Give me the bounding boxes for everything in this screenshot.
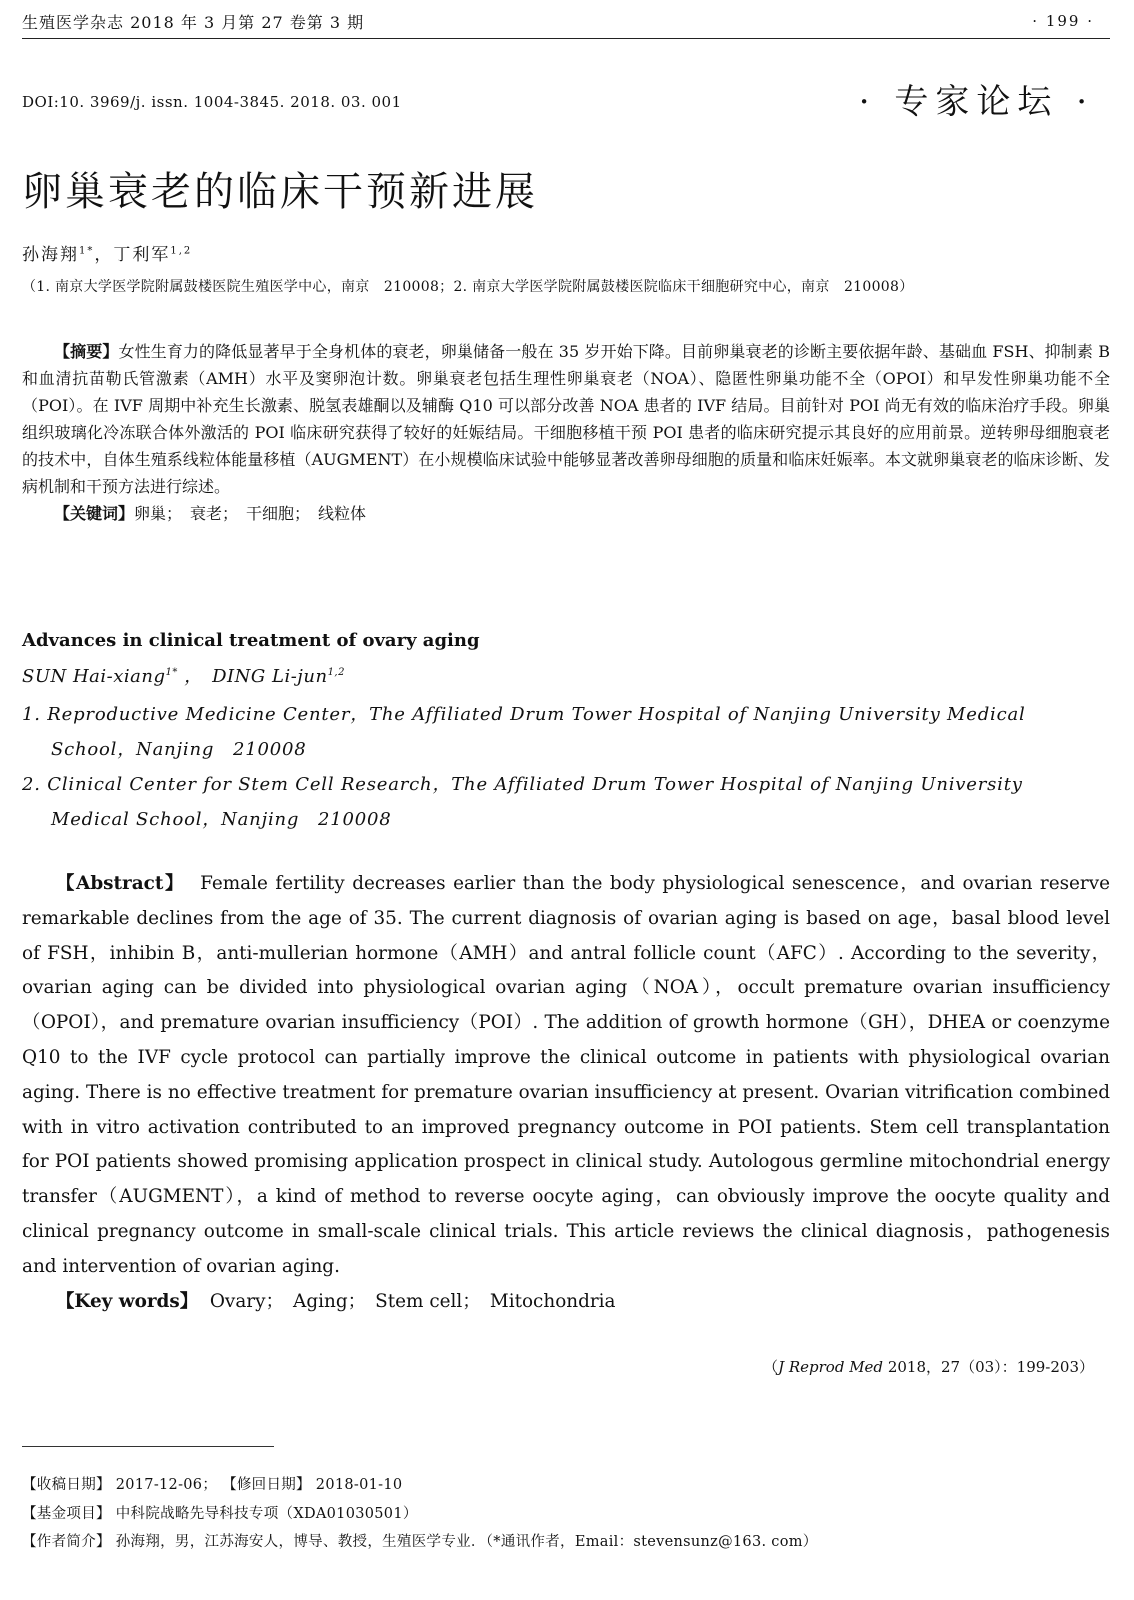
footnote-author xyxy=(22,1528,818,1557)
keywords-text: Ovary； Aging； Stem cell； Mitochondria xyxy=(209,1290,616,1312)
title-english: Advances in clinical treatment of ovary aging xyxy=(22,630,480,651)
author-superscript: 1,2 xyxy=(170,245,193,257)
author-separator: ， xyxy=(177,666,213,687)
fund-label: 【基金项目】 xyxy=(22,1505,111,1522)
received-date: 2017-12-06； xyxy=(115,1477,218,1493)
header-divider xyxy=(22,38,1110,39)
title-chinese: 卵巢衰老的临床干预新进展 xyxy=(22,169,538,215)
citation xyxy=(763,1356,1094,1377)
abstract-label: 【Abstract】 xyxy=(56,873,186,894)
author-superscript: 1* xyxy=(79,245,95,257)
abstract-label: 【摘要】 xyxy=(54,342,119,361)
citation-details: 2018，27（03）：199-203） xyxy=(887,1358,1094,1376)
author-name: 孙海翔 xyxy=(22,245,79,265)
affiliation-line: 2. Clinical Center for Stem Cell Research，The Affiliated Drum Tower Hospital of Nanjing University xyxy=(22,774,1023,795)
column-tag: · 专家论坛 · xyxy=(858,82,1094,122)
abstract-english xyxy=(22,867,1110,1319)
revised-label: 【修回日期】 xyxy=(222,1477,311,1493)
footnotes xyxy=(22,1471,818,1557)
keywords-label: 【Key words】 xyxy=(56,1290,199,1312)
author-name: SUN Hai-xiang xyxy=(22,666,166,687)
citation-open: （ xyxy=(763,1358,779,1376)
footnote-dates xyxy=(22,1471,818,1500)
abstract-chinese xyxy=(22,338,1110,527)
author-superscript: 1* xyxy=(165,667,178,678)
footnote-fund xyxy=(22,1500,818,1529)
affiliation-line: Medical School，Nanjing 210008 xyxy=(51,809,392,830)
author-bio-label: 【作者简介】 xyxy=(22,1534,111,1550)
author-separator: ， xyxy=(94,245,114,265)
fund-text: 中科院战略先导科技专项（XDA01030501） xyxy=(115,1505,418,1522)
affiliation-line: 1. Reproductive Medicine Center，The Affiliated Drum Tower Hospital of Nanjing University Medical xyxy=(22,704,1026,725)
authors-chinese xyxy=(22,240,192,265)
keywords-text: 卵巢； 衰老； 干细胞； 线粒体 xyxy=(134,504,367,523)
affiliation-english xyxy=(22,697,1110,837)
revised-date: 2018-01-10 xyxy=(315,1477,403,1493)
footnote-divider xyxy=(22,1446,274,1447)
author-name: 丁利军 xyxy=(113,245,171,265)
abstract-text: Female fertility decreases earlier than the body physiological senescence，and ovarian reserve remarkable declines from the age of 35. The current diagnosis of ovarian aging is based on age，basal blood level of FSH，inhibin B，anti-mullerian hormone（AMH）and antral follicle count（AFC）. According to the severity，ovarian aging can be divided into physiological ovarian aging（NOA），occult premature ovarian insufficiency（OPOI），and premature ovarian insufficiency（POI）. The addition of growth hormone（GH），DHEA or coenzyme Q10 to the IVF cycle protocol can partially improve the clinical outcome in patients with physiological ovarian aging. There is no effective treatment for premature ovarian insufficiency at present. Ovarian vitrification combined with in vitro activation contributed to an improved pregnancy outcome in POI patients. Stem cell transplantation for POI patients showed promising application prospect in clinical study. Autologous germline mitochondrial energy transfer（AUGMENT），a kind of method to reverse oocyte aging，can obviously improve the oocyte quality and clinical pregnancy outcome in small-scale clinical trials. This article reviews the clinical diagnosis，pathogenesis and intervention of ovarian aging. xyxy=(22,873,1110,1277)
page-number: · 199 · xyxy=(1032,12,1094,30)
received-label: 【收稿日期】 xyxy=(22,1477,111,1493)
abstract-text: 女性生育力的降低显著早于全身机体的衰老，卵巢储备一般在 35 岁开始下降。目前卵巢衰老的诊断主要依据年龄、基础血 FSH、抑制素 B 和血清抗苗勒氏管激素（AMH）水平及窦卵泡计数。卵巢衰老包括生理性卵巢衰老（NOA）、隐匿性卵巢功能不全（OPOI）和早发性卵巢功能不全（POI）。在 IVF 周期中补充生长激素、脱氢表雄酮以及辅酶 Q10 可以部分改善 NOA 患者的 IVF 结局。目前针对 POI 尚无有效的临床治疗手段。卵巢组织玻璃化冷冻联合体外激活的 POI 临床研究获得了较好的妊娠结局。干细胞移植干预 POI 患者的临床研究提示其良好的应用前景。逆转卵母细胞衰老的技术中，自体生殖系线粒体能量移植（AUGMENT）在小规模临床试验中能够显著改善卵母细胞的质量和临床妊娠率。本文就卵巢衰老的临床诊断、发病机制和干预方法进行综述。 xyxy=(22,342,1110,496)
journal-header: 生殖医学杂志 2018 年 3 月第 27 卷第 3 期 xyxy=(22,13,365,32)
doi: DOI:10. 3969/j. issn. 1004-3845. 2018. 03. 001 xyxy=(22,93,402,111)
keywords-label: 【关键词】 xyxy=(54,504,135,523)
author-superscript: 1,2 xyxy=(327,667,345,678)
citation-journal: J Reprod Med xyxy=(778,1358,884,1376)
authors-english xyxy=(22,662,345,688)
affiliation-line: School，Nanjing 210008 xyxy=(51,739,307,760)
author-bio-text: 孙海翔，男，江苏海安人，博导、教授，生殖医学专业．（*通讯作者，Email：stevensunz@163. com） xyxy=(115,1534,818,1550)
affiliation-chinese: （1. 南京大学医学院附属鼓楼医院生殖医学中心，南京 210008；2. 南京大学医学院附属鼓楼医院临床干细胞研究中心，南京 210008） xyxy=(22,279,914,295)
author-name: DING Li-jun xyxy=(212,666,328,687)
